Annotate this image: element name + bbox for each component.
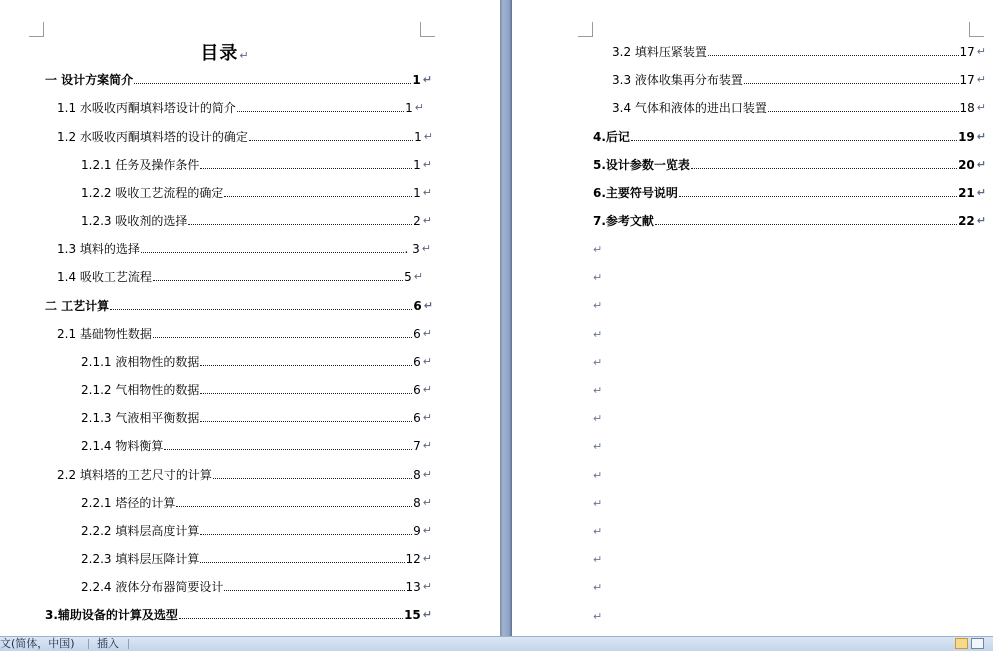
toc-entry[interactable] — [81, 157, 432, 173]
toc-entry[interactable] — [81, 185, 432, 201]
toc-entry[interactable] — [57, 467, 432, 483]
document-page-right[interactable] — [512, 0, 993, 636]
toc-entry-page: 7 — [413, 439, 421, 453]
toc-entry-title: 1.3 填料的选择 — [57, 242, 140, 256]
toc-leader-dots — [679, 196, 957, 197]
toc-entry-title: 2.1.3 气液相平衡数据 — [81, 411, 200, 425]
paragraph-mark: ↵ — [976, 101, 986, 114]
toc-title-text: 目录 — [200, 43, 239, 64]
toc-entry-title: 6.主要符号说明 — [593, 186, 678, 200]
toc-entry[interactable] — [45, 298, 433, 314]
toc-entry-title: 3.4 气体和液体的进出口装置 — [612, 101, 767, 115]
toc-entry-title: 1.2.2 吸收工艺流程的确定 — [81, 186, 224, 200]
toc-entry[interactable] — [81, 213, 432, 229]
status-separator — [128, 639, 129, 649]
toc-entry[interactable] — [81, 354, 432, 370]
toc-entry-page: 21 — [958, 186, 975, 200]
paragraph-mark: ↵ — [976, 186, 986, 199]
language-indicator[interactable]: 文(简体，中国) — [0, 637, 75, 650]
toc-leader-dots — [708, 55, 959, 56]
paragraph-mark: ↵ — [422, 552, 432, 565]
toc-entry-title: 2.1 基础物性数据 — [57, 327, 152, 341]
toc-leader-dots — [188, 224, 412, 225]
toc-entry-title: 2.2.1 塔径的计算 — [81, 496, 176, 510]
toc-entry-title: 1.2 水吸收丙酮填料塔的设计的确定 — [57, 130, 248, 144]
paragraph-mark: ↵ — [422, 439, 432, 452]
toc-entry-page: 1 — [414, 130, 422, 144]
paragraph-mark: ↵ — [593, 525, 603, 538]
toc-leader-dots — [134, 83, 411, 84]
paragraph-mark: ↵ — [422, 383, 432, 396]
toc-leader-dots — [224, 196, 412, 197]
crop-mark — [420, 22, 435, 37]
toc-leader-dots — [141, 252, 404, 253]
paragraph-mark: ↵ — [422, 496, 432, 509]
paragraph-mark: ↵ — [593, 355, 603, 369]
paragraph-mark: ↵ — [413, 270, 423, 283]
paragraph-mark: ↵ — [593, 553, 603, 567]
toc-entry[interactable] — [593, 213, 986, 229]
toc-leader-dots — [744, 83, 959, 84]
paragraph-mark: ↵ — [593, 468, 603, 482]
paragraph-mark: ↵ — [593, 384, 603, 397]
toc-leader-dots — [176, 506, 412, 507]
paragraph-mark: ↵ — [593, 496, 603, 510]
toc-entry-page: 6 — [413, 411, 421, 425]
paragraph-mark: ↵ — [422, 608, 432, 621]
toc-entry[interactable] — [45, 72, 432, 88]
toc-entry[interactable] — [81, 579, 432, 595]
full-screen-reading-view-icon[interactable] — [971, 638, 984, 649]
toc-leader-dots — [631, 140, 957, 141]
toc-entry-title: 一 设计方案简介 — [45, 73, 134, 87]
toc-entry-page: 12 — [405, 552, 421, 566]
toc-entry-title: 4.后记 — [593, 130, 630, 144]
toc-entry-page: 20 — [958, 158, 975, 172]
toc-leader-dots — [200, 365, 412, 366]
paragraph-mark: ↵ — [422, 580, 432, 593]
toc-entry[interactable] — [57, 100, 424, 116]
toc-leader-dots — [691, 168, 957, 169]
paragraph-mark: ↵ — [422, 411, 432, 424]
toc-entry-title: 1.1 水吸收丙酮填料塔设计的简介 — [57, 101, 236, 115]
paragraph-mark: ↵ — [976, 73, 986, 86]
toc-leader-dots — [153, 280, 403, 281]
toc-leader-dots — [179, 618, 403, 619]
toc-entry-page: . 3 — [404, 242, 420, 256]
toc-entry-title: 1.4 吸收工艺流程 — [57, 270, 152, 284]
toc-entry-page: 8 — [413, 468, 421, 482]
toc-entry-page: 15 — [404, 608, 421, 622]
toc-leader-dots — [153, 337, 412, 338]
paragraph-mark: ↵ — [593, 243, 603, 256]
toc-entry-page: 2 — [413, 214, 421, 228]
paragraph-mark: ↵ — [422, 327, 432, 340]
paragraph-mark: ↵ — [422, 524, 432, 537]
toc-entry-page: 8 — [413, 496, 421, 510]
toc-entry-title: 2.1.2 气相物性的数据 — [81, 383, 200, 397]
paragraph-mark: ↵ — [593, 271, 603, 285]
toc-entry[interactable] — [57, 241, 431, 257]
toc-entry-page: 9 — [413, 524, 421, 538]
paragraph-mark: ↵ — [421, 242, 431, 255]
toc-entry[interactable] — [45, 607, 432, 623]
toc-entry-page: 17 — [959, 45, 975, 59]
toc-leader-dots — [200, 393, 412, 394]
toc-entry[interactable] — [81, 551, 432, 567]
toc-leader-dots — [237, 111, 404, 112]
toc-entry-title: 2.2.4 液体分布器简要设计 — [81, 580, 224, 594]
toc-entry-page: 5 — [404, 270, 412, 284]
paragraph-mark: ↵ — [976, 158, 986, 171]
toc-leader-dots — [768, 111, 959, 112]
toc-entry[interactable] — [81, 523, 432, 539]
toc-entry[interactable] — [57, 269, 423, 285]
toc-entry-title: 二 工艺计算 — [45, 299, 110, 313]
toc-leader-dots — [200, 421, 412, 422]
crop-mark — [29, 22, 44, 37]
paragraph-mark: ↵ — [593, 299, 603, 313]
toc-entry[interactable] — [57, 129, 433, 145]
toc-entry-title: 3.3 液体收集再分布装置 — [612, 73, 743, 87]
toc-entry-title: 3.2 填料压紧装置 — [612, 45, 707, 59]
paragraph-mark: ↵ — [414, 101, 424, 114]
toc-entry-page: 18 — [959, 101, 975, 115]
print-layout-view-icon[interactable] — [955, 638, 968, 649]
toc-entry-title: 2.1.1 液相物性的数据 — [81, 355, 200, 369]
paragraph-mark: ↵ — [423, 130, 433, 143]
paragraph-mark: ↵ — [422, 468, 432, 481]
toc-leader-dots — [200, 562, 404, 563]
paragraph-mark: ↵ — [422, 73, 432, 86]
page-gutter — [500, 0, 512, 636]
paragraph-mark: ↵ — [593, 440, 603, 454]
toc-entry-title: 7.参考文献 — [593, 214, 654, 228]
toc-entry-page: 6 — [413, 355, 421, 369]
toc-leader-dots — [213, 478, 412, 479]
toc-entry-page: 17 — [959, 73, 975, 87]
paragraph-mark: ↵ — [593, 327, 603, 341]
toc-entry[interactable] — [593, 185, 986, 201]
paragraph-mark: ↵ — [976, 45, 986, 58]
paragraph-mark: ↵ — [976, 130, 986, 143]
toc-entry-page: 22 — [958, 214, 975, 228]
toc-entry[interactable] — [612, 44, 986, 60]
toc-entry[interactable] — [612, 100, 986, 116]
toc-entry[interactable] — [81, 495, 432, 511]
insert-mode-indicator[interactable]: 插入 — [97, 637, 119, 650]
toc-entry-title: 2.2.2 填料层高度计算 — [81, 524, 200, 538]
toc-entry-title: 5.设计参数一览表 — [593, 158, 690, 172]
crop-mark — [578, 22, 593, 37]
paragraph-mark: ↵ — [976, 214, 986, 227]
toc-entry[interactable] — [612, 72, 986, 88]
toc-entry[interactable] — [81, 438, 432, 454]
toc-entry-page: 19 — [958, 130, 975, 144]
toc-title — [0, 39, 450, 65]
toc-entry[interactable] — [57, 326, 432, 342]
toc-entry[interactable] — [81, 410, 432, 426]
toc-entry[interactable] — [81, 382, 432, 398]
toc-leader-dots — [110, 309, 412, 310]
toc-entry-page: 1 — [412, 73, 421, 87]
paragraph-mark: ↵ — [422, 355, 432, 368]
paragraph-mark: ↵ — [239, 49, 250, 62]
toc-entry-title: 2.1.4 物料衡算 — [81, 439, 164, 453]
toc-leader-dots — [249, 140, 413, 141]
status-bar — [0, 636, 993, 651]
toc-entry-title: 1.2.3 吸收剂的选择 — [81, 214, 188, 228]
document-page-left[interactable] — [0, 0, 500, 636]
toc-leader-dots — [200, 168, 412, 169]
toc-entry-page: 6 — [413, 383, 421, 397]
status-separator — [88, 639, 89, 649]
toc-entry[interactable] — [593, 129, 986, 145]
toc-entry-page: 6 — [413, 299, 422, 313]
toc-entry-page: 1 — [413, 186, 421, 200]
paragraph-mark: ↵ — [593, 412, 603, 426]
toc-entry-page: 6 — [413, 327, 421, 341]
toc-entry-page: 13 — [405, 580, 421, 594]
paragraph-mark: ↵ — [423, 299, 433, 312]
toc-entry-page: 1 — [413, 158, 421, 172]
paragraph-mark: ↵ — [593, 581, 603, 595]
toc-entry-page: 1 — [405, 101, 413, 115]
toc-leader-dots — [200, 534, 412, 535]
paragraph-mark: ↵ — [422, 214, 432, 227]
crop-mark — [969, 22, 984, 37]
toc-entry-title: 1.2.1 任务及操作条件 — [81, 158, 200, 172]
toc-entry-title: 2.2 填料塔的工艺尺寸的计算 — [57, 468, 212, 482]
toc-leader-dots — [224, 590, 404, 591]
paragraph-mark: ↵ — [422, 158, 432, 171]
toc-leader-dots — [655, 224, 957, 225]
toc-entry-title: 2.2.3 填料层压降计算 — [81, 552, 200, 566]
paragraph-mark: ↵ — [422, 186, 432, 199]
toc-leader-dots — [164, 449, 412, 450]
paragraph-mark: ↵ — [593, 609, 603, 623]
toc-entry[interactable] — [593, 157, 986, 173]
toc-entry-title: 3.辅助设备的计算及选型 — [45, 608, 178, 622]
